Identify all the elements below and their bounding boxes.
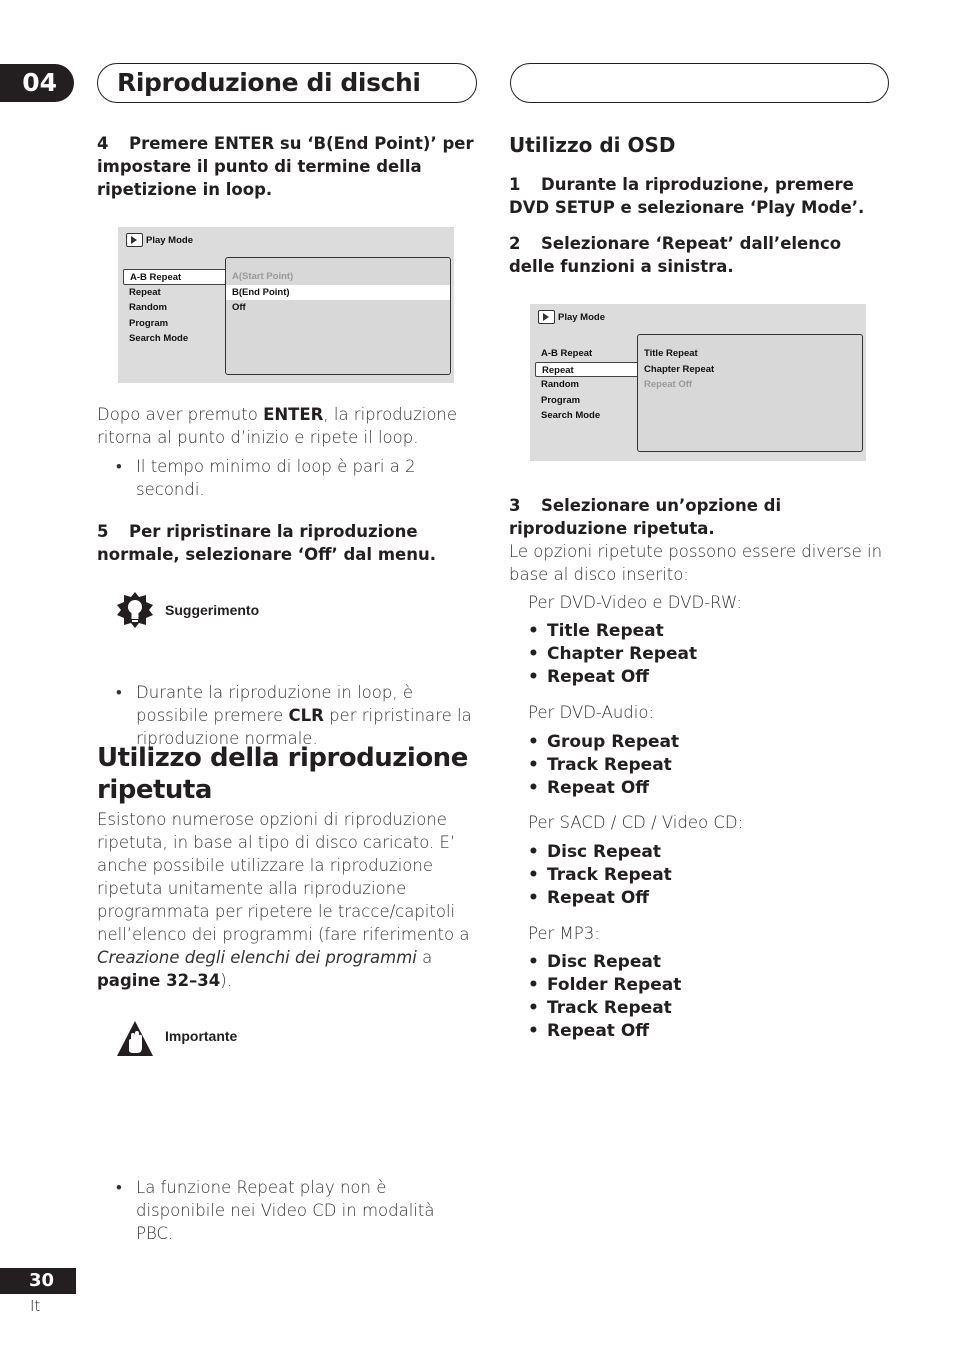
paragraph-after-enter [97,403,477,449]
text: Durante la riproduzione in loop, è possibile premere [136,683,413,725]
item-text: Chapter Repeat [547,644,698,664]
osd-option[interactable]: Repeat Off [644,379,693,390]
item-text: Track Repeat [547,755,672,775]
osd-menu-item[interactable]: Random [541,379,579,390]
tip-label: Suggerimento [165,602,260,618]
text: , la riproduzione ritorna al punto d’inizio e ripete il loop. [97,405,458,447]
group-list [528,731,679,800]
item-text: Disc Repeat [547,952,661,972]
step-4 [97,132,477,201]
item-text: Folder Repeat [547,975,682,995]
page-ref: pagine 32–34 [97,971,221,990]
group-list [528,620,697,689]
step-4-text: Premere ENTER su ‘B(End Point)’ per impostare il punto di termine della ripetizione in loop. [97,134,474,199]
list-item: • Disc Repeat [528,952,661,972]
step-2-text: Selezionare ‘Repeat’ dall’elenco delle funzioni a sinistra. [509,234,842,276]
text: per ripristinare la riproduzione normale. [136,706,472,748]
osd-option[interactable]: Off [232,302,246,313]
group-label: Per SACD / CD / Video CD: [528,813,744,832]
bullet-important: • La funzione Repeat play non è disponibile nei Video CD in modalità PBC. [116,1176,456,1245]
osd-menu-item[interactable]: Random [129,302,167,313]
osd-menu-item[interactable]: Search Mode [541,410,601,421]
chapter-title: Riproduzione di dischi [97,63,477,103]
chapter-number: 04 [0,64,74,102]
list-item: • Repeat Off [528,667,650,687]
step-2-number: 2 [509,234,521,253]
warning-hand-icon [116,1020,154,1058]
list-item: • Repeat Off [528,1021,650,1041]
bullet-loop-min: • Il tempo minimo di loop è pari a 2 secondi. [116,455,446,501]
osd-menu [123,269,227,347]
osd-header [538,310,605,324]
item-text: Track Repeat [547,865,672,885]
step-1-number: 1 [509,175,521,194]
osd-options-panel [225,257,451,375]
item-text: Repeat Off [547,1021,650,1041]
osd-title: Play Mode [558,311,605,323]
osd-header [126,233,193,247]
text: Esistono numerose opzioni di riproduzione ripetuta, in base al tipo di disco caricato. E’ anche possibile utilizzare la riproduzione ripetuta unitamente alla riproduzione programmata per ripetere le tracce/capitoli nell’elenco dei programmi (fare riferimento a [97,810,470,944]
key-clr: CLR [288,706,324,725]
language-code: It [30,1297,41,1315]
item-text: Repeat Off [547,667,650,687]
page-number: 30 [0,1268,76,1294]
list-item: • Track Repeat [528,755,672,775]
item-text: Group Repeat [547,732,680,752]
list-item: • Folder Repeat [528,975,682,995]
section-title: Utilizzo della riproduzione ripetuta [97,743,468,805]
item-text: Title Repeat [547,621,664,641]
osd-option[interactable]: A(Start Point) [232,271,294,282]
osd-section-title: Utilizzo di OSD [509,133,676,157]
list-item: • Chapter Repeat [528,644,698,664]
list-item: • Title Repeat [528,621,664,641]
lightbulb-icon [116,591,154,629]
osd-title: Play Mode [146,234,193,246]
osd-screen-ab-repeat [118,227,454,383]
list-item: • Repeat Off [528,778,650,798]
list-item: • Group Repeat [528,732,680,752]
osd-menu-item[interactable]: Program [541,394,581,406]
item-text: Repeat Off [547,888,650,908]
play-mode-icon [126,233,143,247]
italic-ref: Creazione degli elenchi dei programmi [97,948,417,967]
item-text: Repeat Off [547,778,650,798]
step-2 [509,232,889,278]
step-1-text: Durante la riproduzione, premere DVD SETUP e selezionare ‘Play Mode’. [509,175,865,217]
osd-menu-item[interactable]: Search Mode [129,333,189,344]
step-1 [509,173,889,219]
list-item: • Track Repeat [528,865,672,885]
osd-menu-item[interactable]: Repeat [129,286,161,298]
step-4-number: 4 [97,134,109,153]
osd-options-panel [637,334,863,452]
step-5-number: 5 [97,522,109,541]
group-label: Per MP3: [528,924,600,943]
osd-option[interactable]: Chapter Repeat [644,363,715,375]
osd-option[interactable]: Title Repeat [644,348,698,359]
group-label: Per DVD-Audio: [528,703,654,722]
osd-screen-repeat [530,304,866,461]
list-item: • Disc Repeat [528,842,661,862]
step-3-number: 3 [509,496,521,515]
group-list [528,951,681,1043]
step-5-text: Per ripristinare la riproduzione normale, selezionare ‘Off’ dal menu. [97,522,436,564]
item-text: Track Repeat [547,998,672,1018]
item-text: Disc Repeat [547,842,661,862]
group-list [528,841,672,910]
step-5 [97,520,457,566]
header-empty-pill [510,63,889,103]
important-label: Importante [165,1028,238,1044]
osd-menu-item[interactable]: A-B Repeat [123,269,227,285]
text: a [416,948,433,967]
osd-menu-item[interactable]: A-B Repeat [541,348,593,359]
osd-menu-item[interactable]: Repeat [535,362,639,378]
osd-menu [535,346,639,424]
step-3 [509,494,889,540]
text: Dopo aver premuto [97,405,264,424]
key-enter: ENTER [263,405,324,424]
list-item: • Repeat Off [528,888,650,908]
osd-option[interactable]: B(End Point) [226,285,450,301]
section-body [97,808,479,992]
list-item: • Track Repeat [528,998,672,1018]
bullet-tip [116,681,478,750]
step-3-text: Selezionare un’opzione di riproduzione ripetuta. [509,496,782,538]
osd-menu-item[interactable]: Program [129,317,169,329]
group-label: Per DVD-Video e DVD-RW: [528,593,742,612]
play-mode-icon [538,310,555,324]
step-3-body: Le opzioni ripetute possono essere diverse in base al disco inserito: [509,542,883,584]
text: ). [220,971,232,990]
